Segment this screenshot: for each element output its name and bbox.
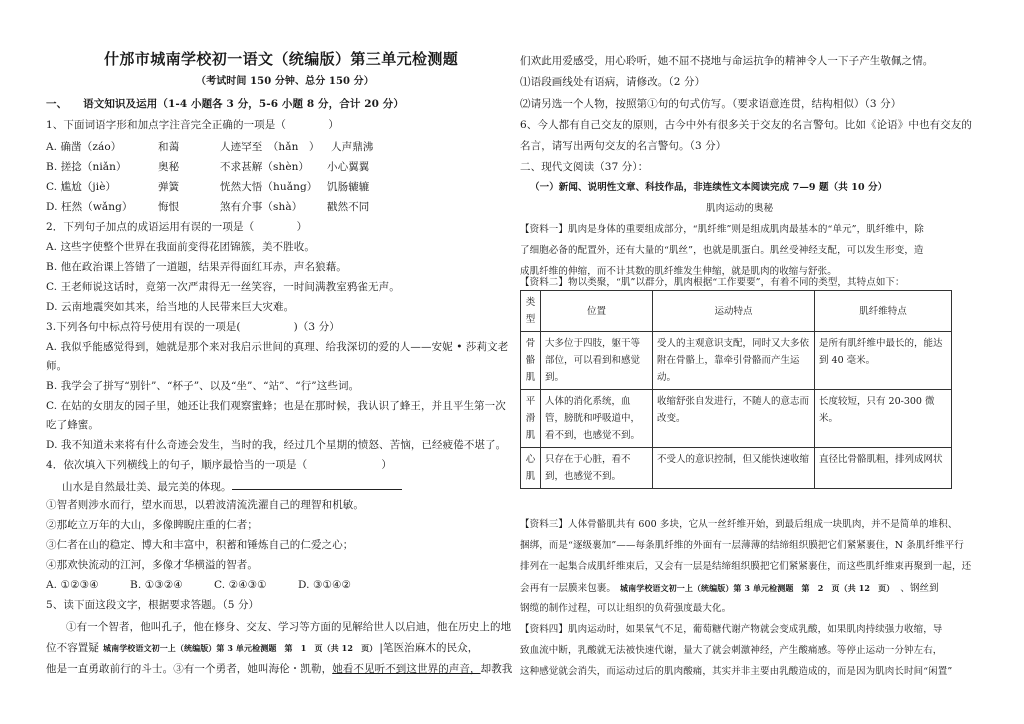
- q4-sentence-text: 山水是自然最壮美、最完美的体现。: [62, 481, 232, 493]
- muscle-types-table: [520, 290, 952, 489]
- table-cell: 收缩舒张自发进行，不随人的意志而改变。: [653, 390, 815, 448]
- table-header-row: [521, 291, 952, 332]
- q4-sentence: [62, 478, 402, 494]
- table-row: [521, 332, 952, 390]
- q2-option-d: D. 云南地震突如其来，给当地的人民带来巨大灾难。: [46, 301, 295, 313]
- q6-stem: 6、今人都有自己交友的原则，古今中外有很多关于交友的名言警句。比如《论语》中也有交友的: [520, 119, 972, 131]
- q3-option-a-cont: 师。: [46, 360, 68, 372]
- q4-option-1: ①智者则涉水而行，望水而思，以碧波清流洗濯自己的理智和机敏。: [46, 499, 364, 511]
- section-1-heading: 一、 语文知识及运用（1-4 小题各 3 分，5-6 小题 8 分，合计 20 分）: [46, 98, 404, 110]
- q1-b-part: 小心翼翼: [327, 161, 370, 173]
- q1-c-part: 饥肠辘辘: [327, 181, 370, 193]
- q4-option-2: ②那屹立万年的大山，多像睥睨庄重的仁者；: [46, 519, 258, 531]
- q3-option-d: D. 我不知道未来将有什么奇迹会发生，当时的我，经过几个星期的愤怒、苦恼，已经疲倦不堪了。: [46, 439, 507, 451]
- material-4-line-3: 这种感觉就会消失，而运动过后的肌肉酸痛，其实并非主要由乳酸造成的，而是因为肌肉长时间“闲置”: [520, 666, 953, 677]
- material-3-line-1: 【资料三】人体骨骼肌共有 600 多块，它从一丝纤维开始，到最后组成一块肌肉，并不是简单的堆积、: [520, 519, 958, 530]
- section-2-heading: 二、现代文阅读（37 分）：: [520, 161, 649, 173]
- q3-option-c-cont: 吃了蜂蜜。: [46, 419, 99, 431]
- material-3-line-5: 钢缆的制作过程，可以让组织的负荷强度最大化。: [520, 603, 732, 614]
- table-cell: 只存在于心脏，看不到，也感觉不到。: [541, 448, 653, 489]
- q1-d-part: 煞有介事（shà）: [220, 201, 303, 213]
- table-header-cell: 位置: [541, 291, 653, 332]
- q5-stem: 5、读下面这段文字，根据要求答题。（5 分）: [46, 599, 260, 611]
- q1-b-part: 奥秘: [158, 161, 180, 173]
- q1-c-part: 恍然大悟（huǎng）: [220, 181, 318, 193]
- q4-answer: B. ①③②④: [130, 579, 183, 591]
- table-cell-type: 骨骼肌: [521, 332, 541, 390]
- table-cell: 是所有肌纤维中最长的，能达到 40 毫米。: [815, 332, 952, 390]
- material-4-line-2: 致血流中断，乳酸就无法被快速代谢，量大了就会刺激神经，产生酸痛感。等停止运动一分钟左右，: [520, 645, 943, 656]
- material-3-line-4: [520, 581, 939, 596]
- exam-title: 什邡市城南学校初一语文（统编版）第三单元检测题: [104, 50, 459, 68]
- q5-passage-line-1: ①有一个智者，他叫孔子，他在修身、交友、学习等方面的见解给世人以启迪，他在历史上的地: [66, 621, 512, 633]
- q5-underlined-text: 她看不见听不到这世界的声音，: [332, 663, 481, 675]
- material-1-line-2: 了细胞必备的配置外，还有大量的“肌丝”，也就是肌蛋白。肌丝受神经支配，可以发生形变，造: [520, 245, 924, 256]
- table-row: [521, 390, 952, 448]
- material-3-line-3: 排列在一起集合成肌纤维束后，又会有一层是结缔组织膜把它们紧紧裹住，而这些肌纤维束再聚到一起，还: [520, 561, 972, 572]
- q3-option-c: C. 在姑的女朋友的园子里，她还让我们观察蜜蜂；也是在那时候，我认识了蜂王，并且平生第一次: [46, 400, 506, 412]
- q4-answer: A. ①②③④: [46, 579, 99, 591]
- table-cell-type: 平滑肌: [521, 390, 541, 448]
- q1-a-part: 人声鼎沸: [331, 141, 374, 153]
- material-3-line-2: 捆绑，而是“逐级裹加”——每条肌纤维的外面有一层薄薄的结缔组织膜把它们紧紧裹住，N 条肌纤维平行: [520, 540, 964, 551]
- q4-option-3: ③仁者在山的稳定、博大和丰富中，积蓄和锤炼自己的仁爱之心；: [46, 539, 354, 551]
- table-header-cell: 运动特点: [653, 291, 815, 332]
- q1-d-part: D. 枉然（wǎng）: [46, 201, 133, 213]
- table-header-cell: 肌纤维特点: [815, 291, 952, 332]
- q5-sub-2: ⑵请另选一个人物，按照第①句的句式仿写。（要求语意连贯，结构相似）（3 分）: [520, 98, 902, 110]
- q4-answer: C. ②④③①: [214, 579, 267, 591]
- q1-d-part: 悔恨: [158, 201, 180, 213]
- q5-sub-1: ⑴语段画线处有语病，请修改。（2 分）: [520, 76, 706, 88]
- q1-d-part: 戳然不同: [327, 201, 370, 213]
- table-cell: 不受人的意识控制，但又能快速收缩: [653, 448, 815, 489]
- q1-b-part: B. 搓捻（niǎn）: [46, 161, 127, 173]
- q5-passage-text: 位不容置疑: [46, 642, 99, 654]
- material-1-line-3: 成肌纤维的伸缩，而不计其数的肌纤维发生伸缩，就是肌肉的收缩与舒张。: [520, 266, 837, 277]
- q2-stem: 2．下列句子加点的成语运用有误的一项是（ ）: [46, 221, 308, 233]
- q1-c-part: 弹簧: [158, 181, 180, 193]
- q5-passage-line-3: [46, 662, 512, 676]
- table-header-cell: 类型: [521, 291, 541, 332]
- table-cell: 人体的消化系统，血管，膀胱和呼吸道中，看不到，也感觉不到。: [541, 390, 653, 448]
- q1-stem: 1、下面词语字形和加点字注音完全正确的一项是（ ）: [46, 119, 339, 131]
- page-footer-1: 城南学校语文初一上（统编版）第 3 单元检测题 第 1 页（共 12 页）: [103, 643, 378, 653]
- q4-option-4: ④那欢快流动的江河，多像才华横溢的智者。: [46, 559, 258, 571]
- q2-option-a: A. 这些字使整个世界在我面前变得花团锦簇，美不胜收。: [46, 241, 315, 253]
- material-2-line: 【资料二】物以类聚，“肌”以群分，肌肉根据“工作要要”，有着不同的类型，其特点如下：: [520, 277, 905, 288]
- q6-stem-cont: 名言，请写出两句交友的名言警句。（3 分）: [520, 140, 727, 152]
- q3-stem: 3.下列各句中标点符号使用有误的一项是( )（3 分）: [46, 321, 340, 333]
- article-title: 肌肉运动的奥秘: [706, 203, 774, 214]
- q1-c-part: C. 尴尬（jiè）: [46, 181, 117, 193]
- table-cell: 长度较短，只有 20-300 微米。: [815, 390, 952, 448]
- q5-passage-text: 却教我: [480, 663, 513, 675]
- material-3-text: 、钢丝到: [900, 583, 939, 594]
- q4-fill-blank[interactable]: [232, 478, 402, 490]
- material-4-line-1: 【资料四】肌肉运动时，如果氧气不足，葡萄糖代谢产物就会变成乳酸，如果肌肉持续强力收缩，导: [520, 624, 943, 635]
- table-cell: 直径比骨骼肌粗，排列成网状: [815, 448, 952, 489]
- table-cell-type: 心肌: [521, 448, 541, 489]
- q1-b-part: 不求甚解（shèn）: [220, 161, 310, 173]
- page-footer-2: 城南学校语文初一上（统编版）第 3 单元检测题 第 2 页（共 12 页）: [620, 583, 891, 593]
- table-row: [521, 448, 952, 489]
- q4-answer: D. ③①④②: [298, 579, 352, 591]
- q3-option-a: A. 我似乎能感觉得到，她就是那个来对我启示世间的真理、给我深切的爱的人——安妮 • 莎莉文老: [46, 341, 509, 353]
- q5-passage-end: 们欢此用爱感受，用心聆听，她不屈不挠地与命运抗争的精神令人一下子产生敬佩之情。: [520, 55, 934, 67]
- exam-subtitle: （考试时间 150 分钟、总分 150 分）: [196, 76, 374, 87]
- q3-option-b: B. 我学会了拼写“别针”、“杯子”、以及“坐”、“站”、“行”这些词。: [46, 380, 360, 392]
- q4-stem: 4．依次填入下列横线上的句子，顺序最恰当的一项是（ ）: [46, 459, 392, 471]
- q1-a-part: 人迹罕至 （hǎn ）: [220, 141, 320, 153]
- q5-passage-text: |笔医治麻木的民众，: [379, 642, 479, 654]
- q5-passage-line-2: [46, 641, 478, 655]
- material-3-text: 会再有一层膜来包裹。: [520, 583, 617, 594]
- q1-a-part: A. 确凿（záo）: [46, 141, 122, 153]
- q5-passage-text: 他是一直勇敢前行的斗士。③有一个勇者，她叫海伦・凯勒，: [46, 663, 333, 675]
- q1-a-part: 和蔼: [158, 141, 180, 153]
- table-cell: 受人的主观意识支配，同时又大多依附在骨骼上，靠牵引骨骼而产生运动。: [653, 332, 815, 390]
- q2-option-b: B. 他在政治课上答错了一道题，结果弄得面红耳赤，声名狼藉。: [46, 261, 347, 273]
- section-2-part-1: （一）新闻、说明性文章、科技作品，非连续性文本阅读完成 7—9 题（共 10 分）: [530, 182, 888, 193]
- material-1-line-1: 【资料一】肌肉是身体的重要组成部分，“肌纤维”则是组成肌肉最基本的“单元”，肌纤维中，除: [520, 224, 924, 235]
- table-cell: 大多位于四肢，躯干等部位，可以看到和感觉到。: [541, 332, 653, 390]
- q2-option-c: C. 王老师说这话时，竟第一次严肃得无一丝笑容，一时间满教室鸦雀无声。: [46, 281, 400, 293]
